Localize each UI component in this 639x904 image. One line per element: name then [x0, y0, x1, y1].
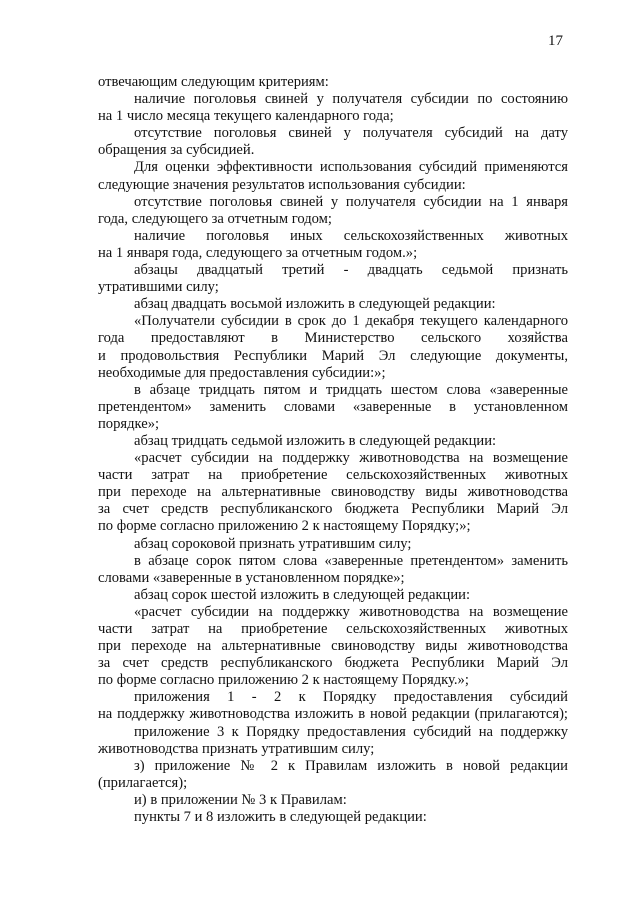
text-line: на 1 число месяца текущего календарного года;: [98, 108, 394, 125]
text-line: з) приложение № 2 к Правилам изложить в новой редакции: [134, 757, 568, 774]
page-number: 17: [548, 33, 563, 49]
text-line: по форме согласно приложению 2 к настоящему Порядку.»;: [98, 672, 469, 689]
text-line: года предоставляют в Министерство сельского хозяйства: [98, 330, 568, 347]
text-line: претендентом» заменить словами «заверенные в установленном: [98, 398, 568, 415]
text-line: обращения за субсидией.: [98, 142, 255, 159]
text-line: Для оценки эффективности использования субсидий применяются: [134, 159, 568, 176]
text-line: на поддержку животноводства изложить в новой редакции (прилагаются);: [98, 706, 568, 723]
text-line: за счет средств республиканского бюджета Республики Марий Эл: [98, 655, 568, 672]
text-line: абзац двадцать восьмой изложить в следующей редакции:: [134, 296, 496, 313]
text-line: в абзаце сорок пятом слова «заверенные претендентом» заменить: [134, 552, 568, 569]
text-line: абзац тридцать седьмой изложить в следующей редакции:: [134, 432, 497, 449]
text-line: следующие значения результатов использования субсидии:: [98, 176, 466, 193]
text-line: порядке»;: [98, 415, 160, 432]
text-line: отвечающим следующим критериям:: [98, 74, 329, 90]
text-line: «расчет субсидии на поддержку животноводства на возмещение: [134, 603, 568, 620]
text-line: по форме согласно приложению 2 к настоящему Порядку;»;: [98, 518, 471, 535]
text-line: в абзаце тридцать пятом и тридцать шестом слова «заверенные: [134, 381, 568, 398]
text-line: абзацы двадцатый третий - двадцать седьмой признать: [134, 262, 568, 279]
text-line: приложение 3 к Порядку предоставления субсидий на поддержку: [134, 723, 568, 740]
text-line: животноводства признать утратившим силу;: [98, 740, 375, 757]
document-body: [98, 74, 568, 826]
text-line: «Получатели субсидии в срок до 1 декабря текущего календарного: [134, 313, 568, 330]
text-line: и) в приложении № 3 к Правилам:: [134, 791, 347, 808]
text-line: утратившими силу;: [98, 279, 219, 296]
text-line: части затрат на приобретение сельскохозяйственных животных: [98, 467, 568, 484]
text-line: (прилагается);: [98, 774, 188, 791]
text-line: при переходе на альтернативные свиноводству виды животноводства: [98, 484, 568, 501]
text-line: года, следующего за отчетным годом;: [98, 210, 332, 227]
text-line: отсутствие поголовья свиней у получателя субсидии на 1 января: [134, 193, 568, 210]
text-line: на 1 января года, следующего за отчетным годом.»;: [98, 244, 418, 261]
text-line: наличие поголовья иных сельскохозяйственных животных: [134, 227, 568, 244]
text-line: приложения 1 - 2 к Порядку предоставления субсидий: [134, 689, 568, 706]
text-line: абзац сорок шестой изложить в следующей редакции:: [134, 586, 471, 603]
text-line: пункты 7 и 8 изложить в следующей редакции:: [134, 809, 427, 826]
text-line: необходимые для предоставления субсидии:»;: [98, 364, 386, 381]
text-line: наличие поголовья свиней у получателя субсидии по состоянию: [134, 91, 568, 108]
text-line: абзац сороковой признать утратившим силу;: [134, 535, 412, 552]
text-line: словами «заверенные в установленном порядке»;: [98, 569, 405, 586]
text-line: части затрат на приобретение сельскохозяйственных животных: [98, 621, 568, 637]
text-line: «расчет субсидии на поддержку животноводства на возмещение: [134, 450, 568, 467]
text-line: и продовольствия Республики Марий Эл следующие документы,: [98, 347, 568, 364]
text-line: отсутствие поголовья свиней у получателя субсидий на дату: [134, 125, 568, 142]
text-line: при переходе на альтернативные свиноводству виды животноводства: [98, 638, 568, 655]
text-line: за счет средств республиканского бюджета Республики Марий Эл: [98, 501, 568, 518]
